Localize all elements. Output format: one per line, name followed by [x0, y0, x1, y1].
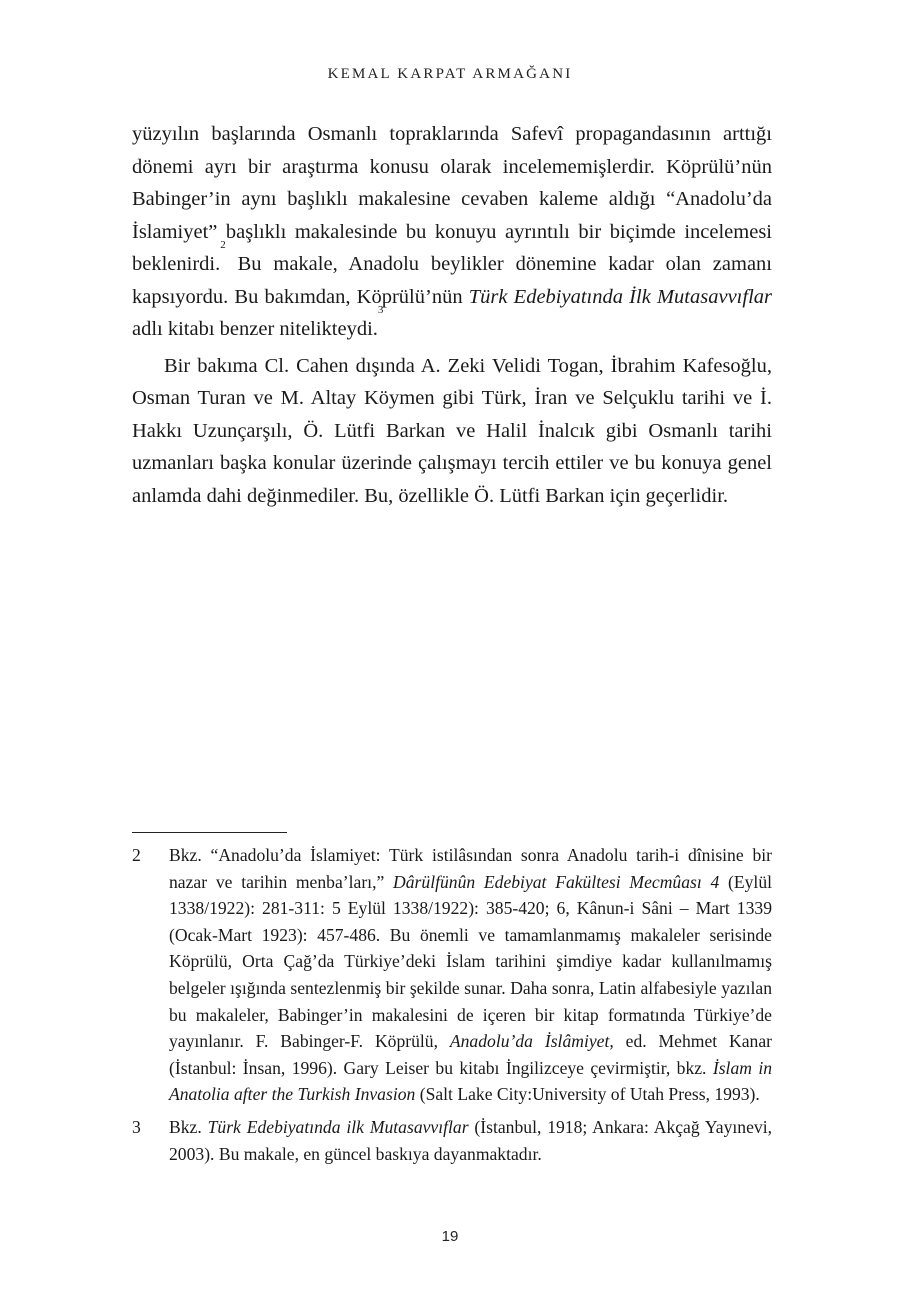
footnote-separator — [132, 832, 287, 833]
footnote-2-italic-3: İslam in Anatolia after the Turkish Invasion — [169, 1057, 773, 1105]
paragraph-1 — [132, 118, 772, 346]
main-text — [132, 118, 772, 512]
footnote-ref-3[interactable]: 3 — [377, 304, 384, 316]
footnote-number: 2 — [132, 845, 141, 865]
footnote-number: 3 — [132, 1116, 141, 1137]
footnote-2-italic-1: Dârülfünûn Edebiyat Fakültesi Mecmûası 4 — [393, 871, 720, 892]
running-header: KEMAL KARPAT ARMAĞANI — [327, 66, 573, 82]
footnote-ref-2[interactable]: 2 — [220, 239, 226, 251]
footnote-text — [169, 842, 772, 1108]
footnote-text — [169, 1114, 772, 1167]
footnote-3-text-1: Bkz. — [169, 1116, 208, 1137]
footnote-3-italic-1: Türk Edebiyatında ilk Mutasavvıflar — [207, 1116, 469, 1137]
footnote-3 — [132, 1114, 772, 1167]
paragraph-1-text-b: Bu makale, Anadolu beylikler dönemine kadar olan zamanı kapsıyordu. Bu bakımdan, Köprülü’nün — [132, 253, 772, 308]
footnote-2-text-1: Bkz. “Anadolu’da İslamiyet: Türk istilâsından sonra Anadolu tarih-i dînisine bir nazar ve tarihin menba’ları,” — [169, 845, 772, 892]
footnotes — [132, 842, 772, 1173]
footnote-2-text-4: (Salt Lake City:University of Utah Press, 1993). — [415, 1084, 760, 1105]
paragraph-2: Bir bakıma Cl. Cahen dışında A. Zeki Velidi Togan, İbrahim Kafesoğlu, Osman Turan ve M. Altay Köymen gibi Türk, İran ve Selçuklu tarihi ve İ. Hakkı Uzunçarşılı, Ö. Lütfi Barkan ve Halil İnalcık gibi Osmanlı tarihi uzmanları başka konular üzerinde çalışmayı tercih ettiler ve bu konuya genel anlamda dahi değinmediler. Bu, özellikle Ö. Lütfi Barkan için geçerlidir. — [132, 354, 772, 507]
footnote-2-italic-2: Anadolu’da İslâmiyet, — [449, 1031, 614, 1052]
page-number: 19 — [441, 1228, 459, 1245]
paragraph-1-text-a: yüzyılın başlarında Osmanlı topraklarında Safevî propagandasının arttığı dönemi ayrı bir araştırma konusu olarak incelememişlerdir. Köprülü’nün Babinger’in aynı başlıklı makalesine cevaben kaleme aldığı “Anadolu’da İslamiyet” başlıklı makalesinde bu konuyu ayrıntılı bir biçimde incelemesi beklenirdi. — [132, 123, 772, 275]
footnote-2-text-2: (Eylül 1338/1922): 281-311: 5 Eylül 1338/1922): 385-420; 6, Kânun-i Sâni – Mart 1339 (Ocak-Mart 1923): 457-486. Bu önemli ve tamamlanmamış makaleler serisinde Köprülü, Orta Çağ’da Türkiye’deki İslam tarihini şimdiye kadar kullanılmamış belgeler ışığında sentezlenmiş bir şekilde sunar. Daha sonra, Latin alfabesiyle yazılan bu makaleler, Babinger’in makalesini de içeren bir kitap formatında Türkiye’de yayınlanır. F. Babinger-F. Köprülü, — [169, 871, 773, 1052]
footnote-2 — [132, 842, 772, 1108]
footnote-2-text-3: ed. Mehmet Kanar (İstanbul: İnsan, 1996). Gary Leiser bu kitabı İngilizceye çevirmiştir, bkz. — [169, 1031, 773, 1078]
paragraph-1-text-c: adlı kitabı benzer nitelikteydi. — [132, 318, 378, 340]
book-title-italic: Türk Edebiyatında İlk Mutasavvıflar — [468, 285, 772, 308]
footnote-3-text-2: (İstanbul, 1918; Ankara: Akçağ Yayınevi, 2003). Bu makale, en güncel baskıya dayanmaktadır. — [169, 1116, 772, 1164]
